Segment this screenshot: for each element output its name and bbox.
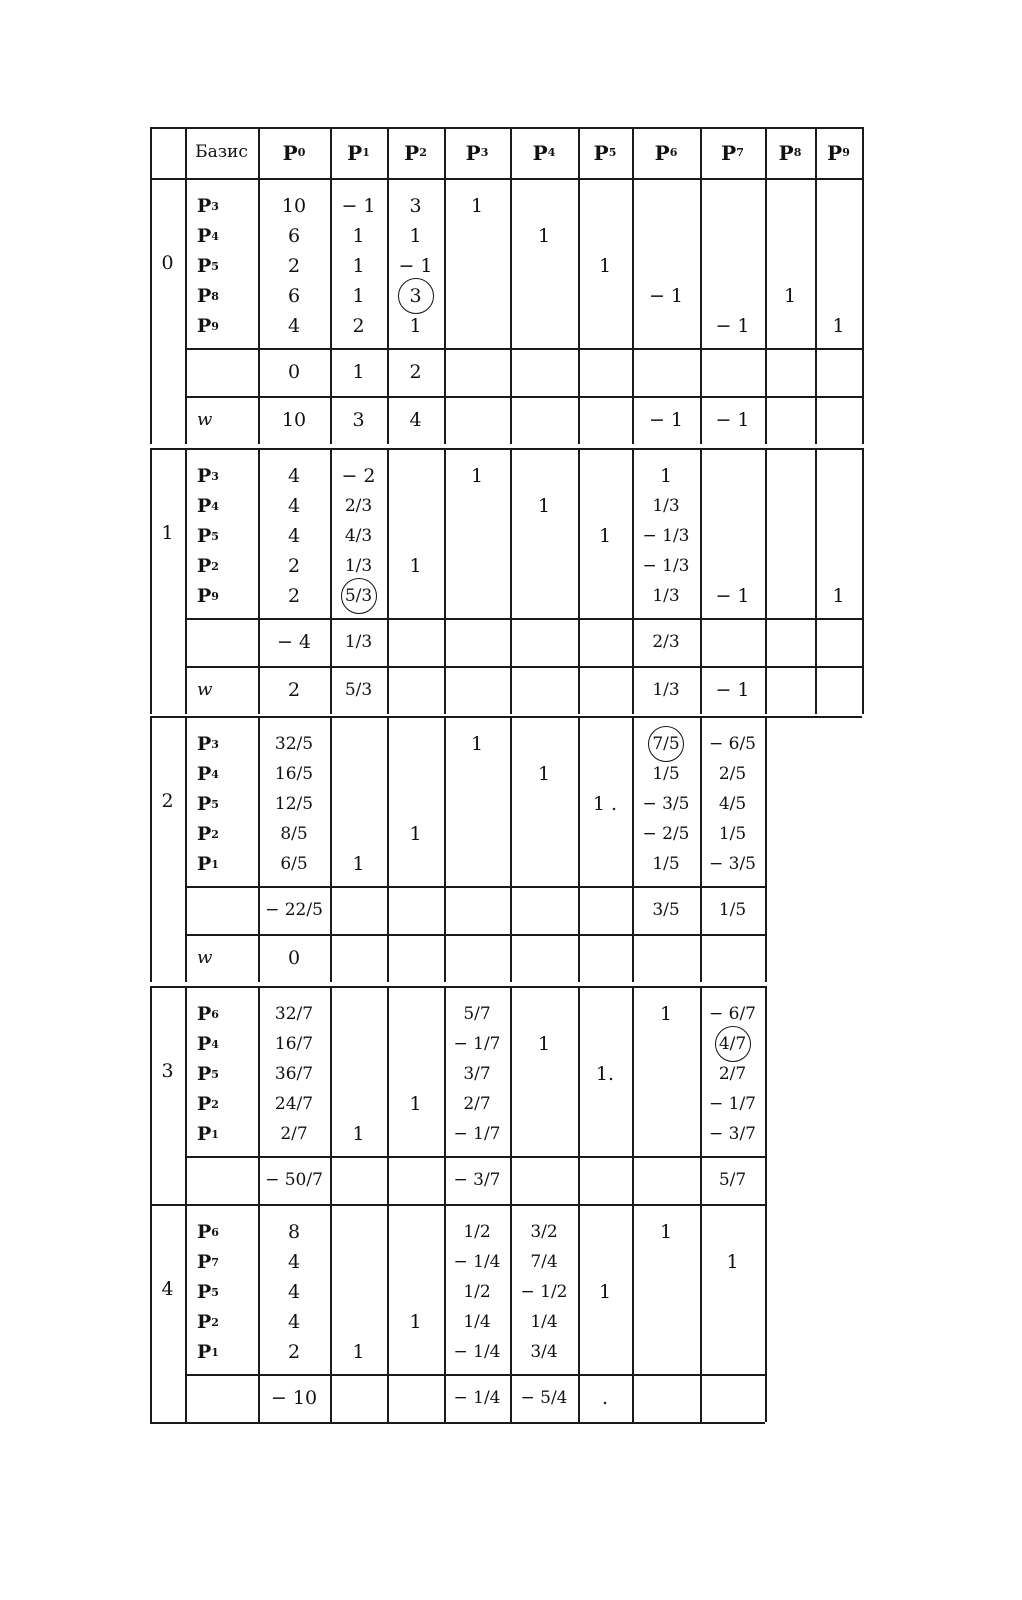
- tableau-value: 1: [409, 1310, 422, 1333]
- tableau-value: − 1: [398, 254, 433, 277]
- objective-value: 2: [409, 360, 422, 383]
- basis-variable: P 5: [197, 792, 219, 815]
- tableau-value: 7/5: [652, 733, 680, 754]
- header-p1: P 1: [347, 140, 370, 165]
- tableau-value: 16/5: [274, 763, 314, 784]
- basis-variable: P 4: [197, 494, 219, 517]
- tableau-value: 1: [409, 554, 422, 577]
- tableau-value: 4: [287, 524, 301, 547]
- tableau-value: 1: [659, 464, 673, 487]
- column-divider: [862, 178, 864, 444]
- basis-variable: P 3: [197, 194, 219, 217]
- column-divider: [387, 986, 389, 1204]
- basis-variable: P 5: [197, 1280, 219, 1303]
- tableau-value: 1: [470, 732, 484, 755]
- objective-value: − 1: [715, 408, 750, 431]
- header-divider: [632, 127, 634, 178]
- header-p0: P 0: [282, 140, 306, 165]
- objective-value: − 22/5: [265, 899, 323, 920]
- column-divider: [387, 1204, 389, 1422]
- tableau-value: − 1: [341, 194, 376, 217]
- column-divider: [444, 178, 446, 444]
- column-divider: [185, 178, 187, 444]
- column-divider: [185, 716, 187, 982]
- basis-variable: P 5: [197, 524, 219, 547]
- column-divider: [330, 986, 332, 1204]
- column-divider: [765, 178, 767, 444]
- tableau-value: 4: [287, 1250, 301, 1273]
- tableau-value: 1: [598, 254, 612, 277]
- tableau-value: 2/5: [718, 763, 747, 784]
- column-divider: [387, 716, 389, 982]
- header-p3: P 3: [465, 140, 489, 165]
- tableau-value: 32/5: [274, 733, 314, 754]
- header-p6: P 6: [654, 140, 678, 165]
- column-divider: [765, 716, 767, 982]
- tableau-value: − 1/7: [708, 1093, 756, 1114]
- tableau-value: 4: [287, 1310, 301, 1333]
- tableau-value: 2: [352, 314, 365, 337]
- column-divider: [578, 1204, 580, 1422]
- column-divider: [632, 986, 634, 1204]
- objective-value: 10: [281, 408, 307, 431]
- tableau-value: 6: [287, 224, 301, 247]
- objective-value: 5/7: [718, 1169, 747, 1190]
- tableau-value: 1: [537, 224, 551, 247]
- column-divider: [258, 1204, 260, 1422]
- tableau-value: 1/3: [652, 585, 680, 606]
- tableau-value: 2: [287, 1340, 301, 1363]
- tableau-value: 1: [352, 852, 365, 875]
- tableau-value: 1: [352, 254, 365, 277]
- tableau-value: 1 .: [592, 792, 618, 815]
- column-divider: [510, 986, 512, 1204]
- tableau-value: − 6/7: [708, 1003, 756, 1024]
- column-divider: [330, 178, 332, 444]
- stage-divider: [150, 716, 765, 718]
- stage-label-4: 4: [161, 1277, 174, 1300]
- tableau-value: 1.: [595, 1062, 615, 1085]
- header-p9: P 9: [827, 140, 850, 165]
- basis-variable: P 2: [197, 822, 219, 845]
- tableau-value: − 2: [341, 464, 376, 487]
- tableau-value: − 1/7: [453, 1033, 501, 1054]
- column-divider: [632, 448, 634, 714]
- tableau-value: 1: [352, 1340, 365, 1363]
- objective-value: − 10: [270, 1386, 318, 1409]
- header-divider: [815, 127, 817, 178]
- objective-value: .: [601, 1386, 609, 1409]
- tableau-value: 8: [287, 1220, 301, 1243]
- header-divider: [862, 127, 864, 178]
- tableau-value: 1: [832, 584, 845, 607]
- column-divider: [185, 1204, 187, 1422]
- basis-variable: P 3: [197, 464, 219, 487]
- tableau-value: 1: [409, 314, 422, 337]
- column-divider: [632, 178, 634, 444]
- tableau-value: 1: [537, 494, 551, 517]
- column-divider: [444, 986, 446, 1204]
- tableau-value: − 3/7: [708, 1123, 756, 1144]
- objective-value: 2: [287, 678, 301, 701]
- tableau-value: 1: [832, 314, 845, 337]
- tableau-value: 1: [537, 762, 551, 785]
- tableau-value: 1: [470, 194, 484, 217]
- tableau-value: 4: [287, 464, 301, 487]
- pivot-circle: [715, 1026, 751, 1062]
- tableau-value: − 1: [715, 584, 750, 607]
- pivot-circle: [648, 726, 684, 762]
- objective-value: − 50/7: [265, 1169, 323, 1190]
- row-divider: [185, 934, 765, 936]
- column-divider: [510, 1204, 512, 1422]
- stage-divider: [150, 178, 862, 180]
- column-divider: [387, 448, 389, 714]
- row-divider: [185, 348, 862, 350]
- tableau-value: 4: [287, 494, 301, 517]
- column-divider: [258, 986, 260, 1204]
- tableau-value: 1: [470, 464, 484, 487]
- table-top-border: [150, 127, 862, 129]
- tableau-value: − 1/4: [453, 1251, 501, 1272]
- header-divider: [700, 127, 702, 178]
- header-divider: [258, 127, 260, 178]
- tableau-value: 8/5: [280, 823, 308, 844]
- basis-variable: P 5: [197, 254, 219, 277]
- basis-variable: P 1: [197, 852, 219, 875]
- column-divider: [444, 716, 446, 982]
- tableau-value: 3/2: [530, 1221, 558, 1242]
- table-left-border: [150, 448, 152, 714]
- column-divider: [765, 1204, 767, 1422]
- tableau-value: 4/5: [718, 793, 747, 814]
- tableau-value: 24/7: [274, 1093, 314, 1114]
- tableau-value: 1: [537, 1032, 551, 1055]
- row-divider: [185, 886, 765, 888]
- basis-variable: P 7: [197, 1250, 219, 1273]
- tableau-value: 1/3: [344, 555, 373, 576]
- objective-value: − 4: [276, 630, 312, 653]
- objective-value: 4: [409, 408, 422, 431]
- tableau-value: 3/7: [463, 1063, 491, 1084]
- tableau-value: 1: [352, 284, 365, 307]
- tableau-value: 1: [659, 1002, 673, 1025]
- stage-divider: [150, 448, 862, 450]
- column-divider: [258, 178, 260, 444]
- tableau-value: 4/7: [718, 1033, 747, 1054]
- tableau-value: 1/5: [652, 763, 680, 784]
- table-left-border: [150, 1204, 152, 1422]
- column-divider: [330, 1204, 332, 1422]
- header-divider: [765, 127, 767, 178]
- tableau-value: 2/3: [344, 495, 373, 516]
- objective-value: 1/5: [718, 899, 747, 920]
- pivot-circle: [398, 278, 434, 314]
- column-divider: [700, 986, 702, 1204]
- tableau-value: − 1: [648, 284, 684, 307]
- table-bottom-border: [150, 1422, 765, 1424]
- basis-variable: P 6: [197, 1002, 219, 1025]
- column-divider: [632, 1204, 634, 1422]
- column-divider: [258, 716, 260, 982]
- header-p2: P 2: [404, 140, 427, 165]
- basis-variable: P 8: [197, 284, 219, 307]
- column-divider: [700, 716, 702, 982]
- header-p4: P 4: [532, 140, 556, 165]
- tableau-value: 36/7: [274, 1063, 314, 1084]
- column-divider: [700, 1204, 702, 1422]
- tableau-value: − 1: [715, 314, 750, 337]
- tableau-value: 2/7: [718, 1063, 747, 1084]
- tableau-value: 32/7: [274, 1003, 314, 1024]
- objective-value: − 1: [715, 678, 750, 701]
- tableau-value: 1/5: [718, 823, 747, 844]
- tableau-value: − 1/2: [520, 1281, 568, 1302]
- basis-variable: P 2: [197, 554, 219, 577]
- tableau-value: 4: [287, 1280, 301, 1303]
- stage-divider: [150, 1204, 765, 1206]
- column-divider: [862, 448, 864, 714]
- objective-value: − 1: [648, 408, 684, 431]
- header-p5: P 5: [593, 140, 617, 165]
- objective-value: 3: [352, 408, 365, 431]
- column-divider: [387, 178, 389, 444]
- tableau-value: 1/4: [463, 1311, 491, 1332]
- objective-value: 3/5: [652, 899, 680, 920]
- column-divider: [510, 178, 512, 444]
- column-divider: [578, 986, 580, 1204]
- column-divider: [185, 448, 187, 714]
- tableau-value: 1: [409, 1092, 422, 1115]
- tableau-value: 1: [409, 822, 422, 845]
- tableau-value: 12/5: [274, 793, 314, 814]
- column-divider: [765, 986, 767, 1204]
- column-divider: [510, 716, 512, 982]
- column-divider: [330, 448, 332, 714]
- objective-value: 0: [287, 946, 301, 969]
- column-divider: [700, 448, 702, 714]
- tableau-value: 7/4: [530, 1251, 558, 1272]
- basis-variable: P 6: [197, 1220, 219, 1243]
- tableau-value: 1: [352, 1122, 365, 1145]
- objective-value: 1: [352, 360, 365, 383]
- tableau-value: 1/4: [530, 1311, 558, 1332]
- header-p7: P 7: [721, 140, 744, 165]
- tableau-value: 4: [287, 314, 301, 337]
- tableau-value: 6: [287, 284, 301, 307]
- stage-label-0: 0: [161, 251, 174, 274]
- objective-value: 0: [287, 360, 301, 383]
- objective-value: 5/3: [344, 679, 373, 700]
- tableau-value: 10: [281, 194, 307, 217]
- basis-variable: P 1: [197, 1340, 219, 1363]
- tableau-value: 1: [409, 224, 422, 247]
- tableau-value: 1: [783, 284, 797, 307]
- tableau-value: − 1/4: [453, 1341, 501, 1362]
- objective-row-label: w: [197, 679, 213, 700]
- header-divider: [578, 127, 580, 178]
- objective-row-label: w: [197, 947, 213, 968]
- column-divider: [632, 716, 634, 982]
- tableau-value: 1: [352, 224, 365, 247]
- basis-variable: P 9: [197, 314, 219, 337]
- column-divider: [578, 716, 580, 982]
- stage-label-3: 3: [161, 1059, 174, 1082]
- tableau-value: 2: [287, 554, 301, 577]
- column-divider: [765, 448, 767, 714]
- header-basis: Базис: [195, 142, 248, 162]
- basis-variable: P 3: [197, 732, 219, 755]
- tableau-value: 2/7: [280, 1123, 308, 1144]
- objective-row-label: w: [197, 409, 213, 430]
- row-divider: [185, 396, 862, 398]
- tableau-value: − 1/3: [642, 525, 690, 546]
- objective-value: 1/3: [652, 679, 680, 700]
- column-divider: [444, 448, 446, 714]
- header-p8: P 8: [778, 140, 802, 165]
- tableau-value: 3: [409, 284, 422, 307]
- column-divider: [700, 178, 702, 444]
- objective-value: 1/3: [344, 631, 373, 652]
- tableau-value: − 3/5: [642, 793, 690, 814]
- column-divider: [330, 716, 332, 982]
- objective-value: − 1/4: [453, 1387, 501, 1408]
- tableau-value: − 1/3: [642, 555, 690, 576]
- row-divider: [185, 1156, 765, 1158]
- column-divider: [815, 448, 817, 714]
- basis-variable: P 9: [197, 584, 219, 607]
- objective-value: 2/3: [652, 631, 680, 652]
- basis-variable: P 1: [197, 1122, 219, 1145]
- header-divider: [330, 127, 332, 178]
- header-divider: [444, 127, 446, 178]
- column-divider: [578, 178, 580, 444]
- tableau-value: − 6/5: [708, 733, 756, 754]
- header-divider: [387, 127, 389, 178]
- tableau-value: − 1/7: [453, 1123, 501, 1144]
- stage-label-1: 1: [161, 521, 174, 544]
- tableau-value: − 3/5: [708, 853, 756, 874]
- basis-variable: P 4: [197, 224, 219, 247]
- header-divider: [150, 127, 152, 178]
- tableau-value: 3: [409, 194, 422, 217]
- tableau-value: 1: [598, 524, 612, 547]
- column-divider: [185, 986, 187, 1204]
- objective-value: − 5/4: [520, 1387, 568, 1408]
- tableau-value: 1/2: [463, 1221, 491, 1242]
- tableau-value: 1: [726, 1250, 739, 1273]
- row-divider: [185, 1374, 765, 1376]
- tableau-value: 2: [287, 254, 301, 277]
- basis-variable: P 4: [197, 762, 219, 785]
- row-divider: [185, 666, 862, 668]
- tableau-value: 1: [659, 1220, 673, 1243]
- tableau-value: 3/4: [530, 1341, 558, 1362]
- tableau-value: 4/3: [344, 525, 373, 546]
- tableau-value: − 2/5: [642, 823, 690, 844]
- table-left-border: [150, 716, 152, 982]
- tableau-value: 16/7: [274, 1033, 314, 1054]
- basis-variable: P 2: [197, 1310, 219, 1333]
- stage-divider: [150, 986, 765, 988]
- column-divider: [444, 1204, 446, 1422]
- table-left-border: [150, 178, 152, 444]
- basis-variable: P 5: [197, 1062, 219, 1085]
- basis-variable: P 4: [197, 1032, 219, 1055]
- tableau-value: 5/3: [344, 585, 373, 606]
- stage-label-2: 2: [161, 789, 174, 812]
- pivot-circle: [341, 578, 377, 614]
- header-divider: [510, 127, 512, 178]
- table-left-border: [150, 986, 152, 1204]
- objective-value: − 3/7: [453, 1169, 501, 1190]
- basis-variable: P 2: [197, 1092, 219, 1115]
- tableau-value: 6/5: [280, 853, 308, 874]
- column-divider: [510, 448, 512, 714]
- tableau-value: 1: [598, 1280, 612, 1303]
- row-divider: [185, 618, 862, 620]
- tableau-value: 1/5: [652, 853, 680, 874]
- header-divider: [185, 127, 187, 178]
- column-divider: [578, 448, 580, 714]
- tableau-value: 1/3: [652, 495, 680, 516]
- tableau-value: 1/2: [463, 1281, 491, 1302]
- tableau-value: 2/7: [463, 1093, 491, 1114]
- narrowing-edge: [765, 716, 862, 718]
- column-divider: [815, 178, 817, 444]
- tableau-value: 5/7: [463, 1003, 491, 1024]
- column-divider: [258, 448, 260, 714]
- tableau-value: 2: [287, 584, 301, 607]
